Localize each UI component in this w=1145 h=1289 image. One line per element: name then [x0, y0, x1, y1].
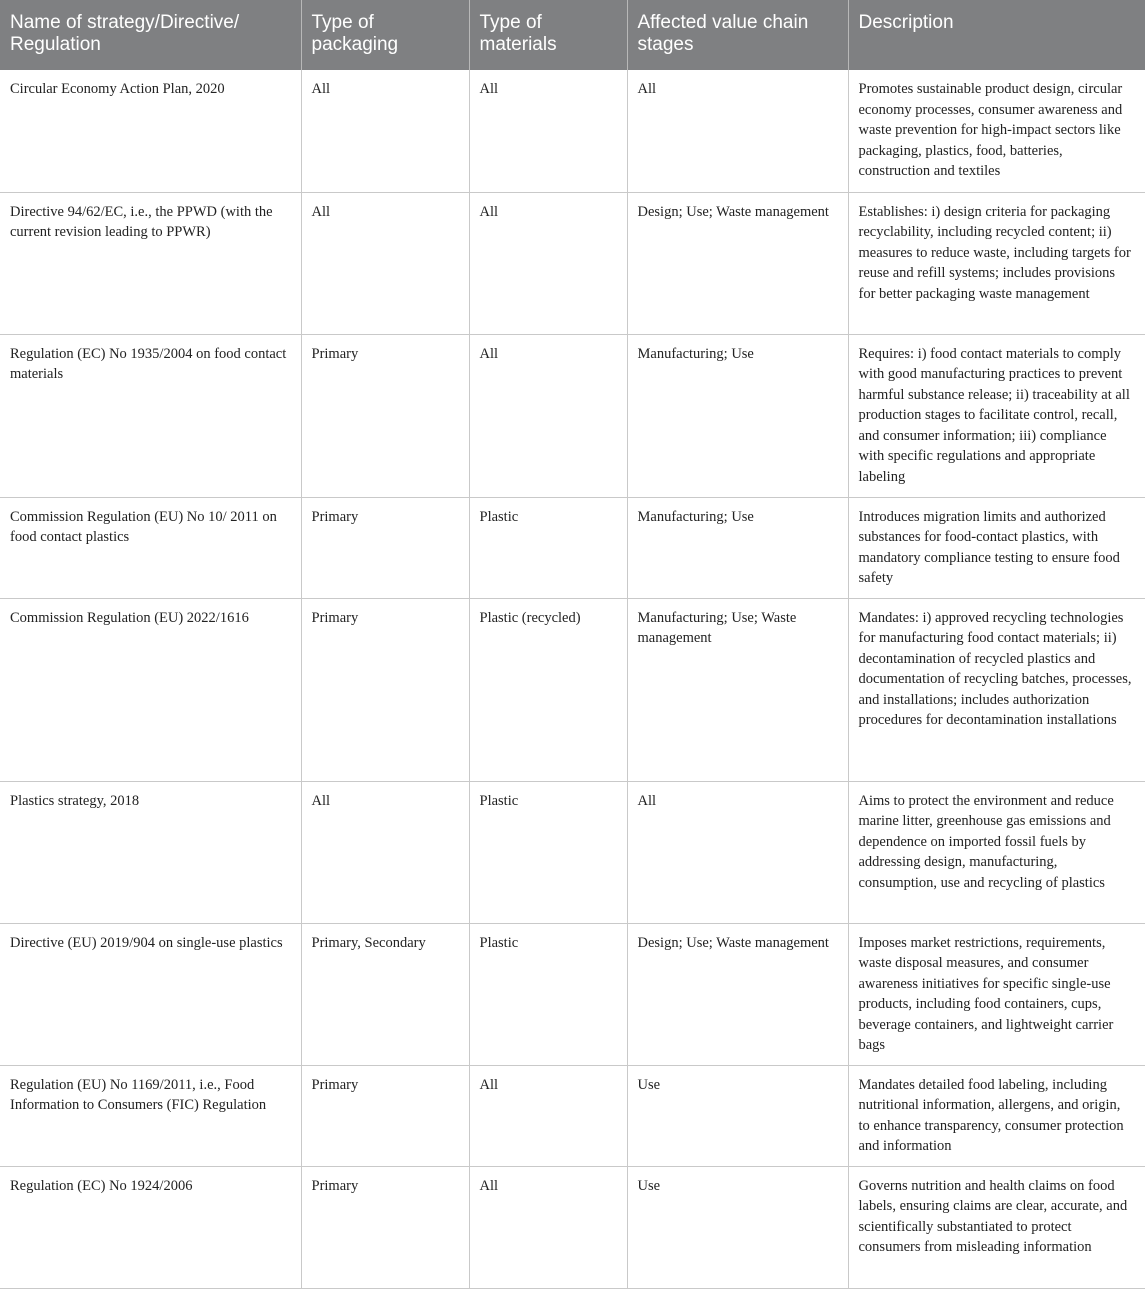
cell-packaging: Primary [301, 497, 469, 598]
cell-stages: Manufacturing; Use; Waste management [627, 598, 848, 781]
cell-materials: Plastic [469, 923, 627, 1065]
table-row [0, 497, 1145, 598]
cell-stages: Manufacturing; Use [627, 334, 848, 497]
cell-materials: All [469, 70, 627, 192]
header-packaging: Type of packaging [301, 0, 469, 70]
cell-stages: Design; Use; Waste management [627, 923, 848, 1065]
cell-materials: Plastic [469, 497, 627, 598]
cell-packaging: All [301, 70, 469, 192]
cell-description: Governs nutrition and health claims on food labels, ensuring claims are clear, accurate, and scientifically substantiated to protect consumers from misleading information [848, 1166, 1145, 1288]
cell-name: Directive 94/62/EC, i.e., the PPWD (with the current revision leading to PPWR) [0, 192, 301, 334]
header-description: Description [848, 0, 1145, 70]
table-row [0, 923, 1145, 1065]
cell-stages: Use [627, 1166, 848, 1288]
cell-packaging: Primary [301, 598, 469, 781]
header-materials: Type of materials [469, 0, 627, 70]
cell-stages: All [627, 70, 848, 192]
cell-name: Directive (EU) 2019/904 on single-use plastics [0, 923, 301, 1065]
cell-materials: All [469, 1065, 627, 1166]
cell-description: Aims to protect the environment and reduce marine litter, greenhouse gas emissions and dependence on imported fossil fuels by addressing design, manufacturing, consumption, use and recycling of plastics [848, 781, 1145, 923]
cell-name: Regulation (EC) No 1935/2004 on food contact materials [0, 334, 301, 497]
cell-name: Plastics strategy, 2018 [0, 781, 301, 923]
table-row [0, 781, 1145, 923]
cell-materials: Plastic (recycled) [469, 598, 627, 781]
cell-description: Promotes sustainable product design, circular economy processes, consumer awareness and waste prevention for high-impact sectors like packaging, plastics, food, batteries, construction and textiles [848, 70, 1145, 192]
cell-name: Commission Regulation (EU) 2022/1616 [0, 598, 301, 781]
header-stages: Affected value chain stages [627, 0, 848, 70]
cell-description: Mandates detailed food labeling, including nutritional information, allergens, and origin, to enhance transparency, consumer protection and information [848, 1065, 1145, 1166]
table-row [0, 1166, 1145, 1288]
cell-materials: Plastic [469, 781, 627, 923]
cell-packaging: All [301, 781, 469, 923]
cell-stages: Design; Use; Waste management [627, 192, 848, 334]
cell-description: Establishes: i) design criteria for packaging recyclability, including recycled content; ii) measures to reduce waste, including targets for reuse and refill systems; includes provisions for better packaging waste management [848, 192, 1145, 334]
header-row [0, 0, 1145, 70]
table-body [0, 70, 1145, 1288]
table-row [0, 334, 1145, 497]
cell-name: Commission Regulation (EU) No 10/ 2011 on food contact plastics [0, 497, 301, 598]
cell-stages: Use [627, 1065, 848, 1166]
cell-packaging: Primary, Secondary [301, 923, 469, 1065]
table-row [0, 70, 1145, 192]
cell-name: Regulation (EC) No 1924/2006 [0, 1166, 301, 1288]
cell-name: Circular Economy Action Plan, 2020 [0, 70, 301, 192]
cell-description: Requires: i) food contact materials to comply with good manufacturing practices to prevent harmful substance release; ii) traceability at all production stages to facilitate control, recall, and consumer information; iii) compliance with specific regulations and appropriate labeling [848, 334, 1145, 497]
cell-description: Imposes market restrictions, requirements, waste disposal measures, and consumer awareness initiatives for specific single-use products, including food containers, cups, beverage containers, and lightweight carrier bags [848, 923, 1145, 1065]
table-row [0, 598, 1145, 781]
cell-name: Regulation (EU) No 1169/2011, i.e., Food Information to Consumers (FIC) Regulation [0, 1065, 301, 1166]
cell-materials: All [469, 334, 627, 497]
cell-stages: Manufacturing; Use [627, 497, 848, 598]
table-header [0, 0, 1145, 70]
cell-packaging: Primary [301, 1166, 469, 1288]
cell-materials: All [469, 1166, 627, 1288]
cell-packaging: Primary [301, 1065, 469, 1166]
table-row [0, 192, 1145, 334]
cell-description: Mandates: i) approved recycling technologies for manufacturing food contact materials; ii) decontamination of recycled plastics and documentation of recycling batches, processes, and installations; includes authorization procedures for decontamination installations [848, 598, 1145, 781]
cell-packaging: Primary [301, 334, 469, 497]
cell-packaging: All [301, 192, 469, 334]
cell-stages: All [627, 781, 848, 923]
header-name: Name of strategy/Directive/ Regulation [0, 0, 301, 70]
table-row [0, 1065, 1145, 1166]
cell-materials: All [469, 192, 627, 334]
cell-description: Introduces migration limits and authorized substances for food-contact plastics, with mandatory compliance testing to ensure food safety [848, 497, 1145, 598]
